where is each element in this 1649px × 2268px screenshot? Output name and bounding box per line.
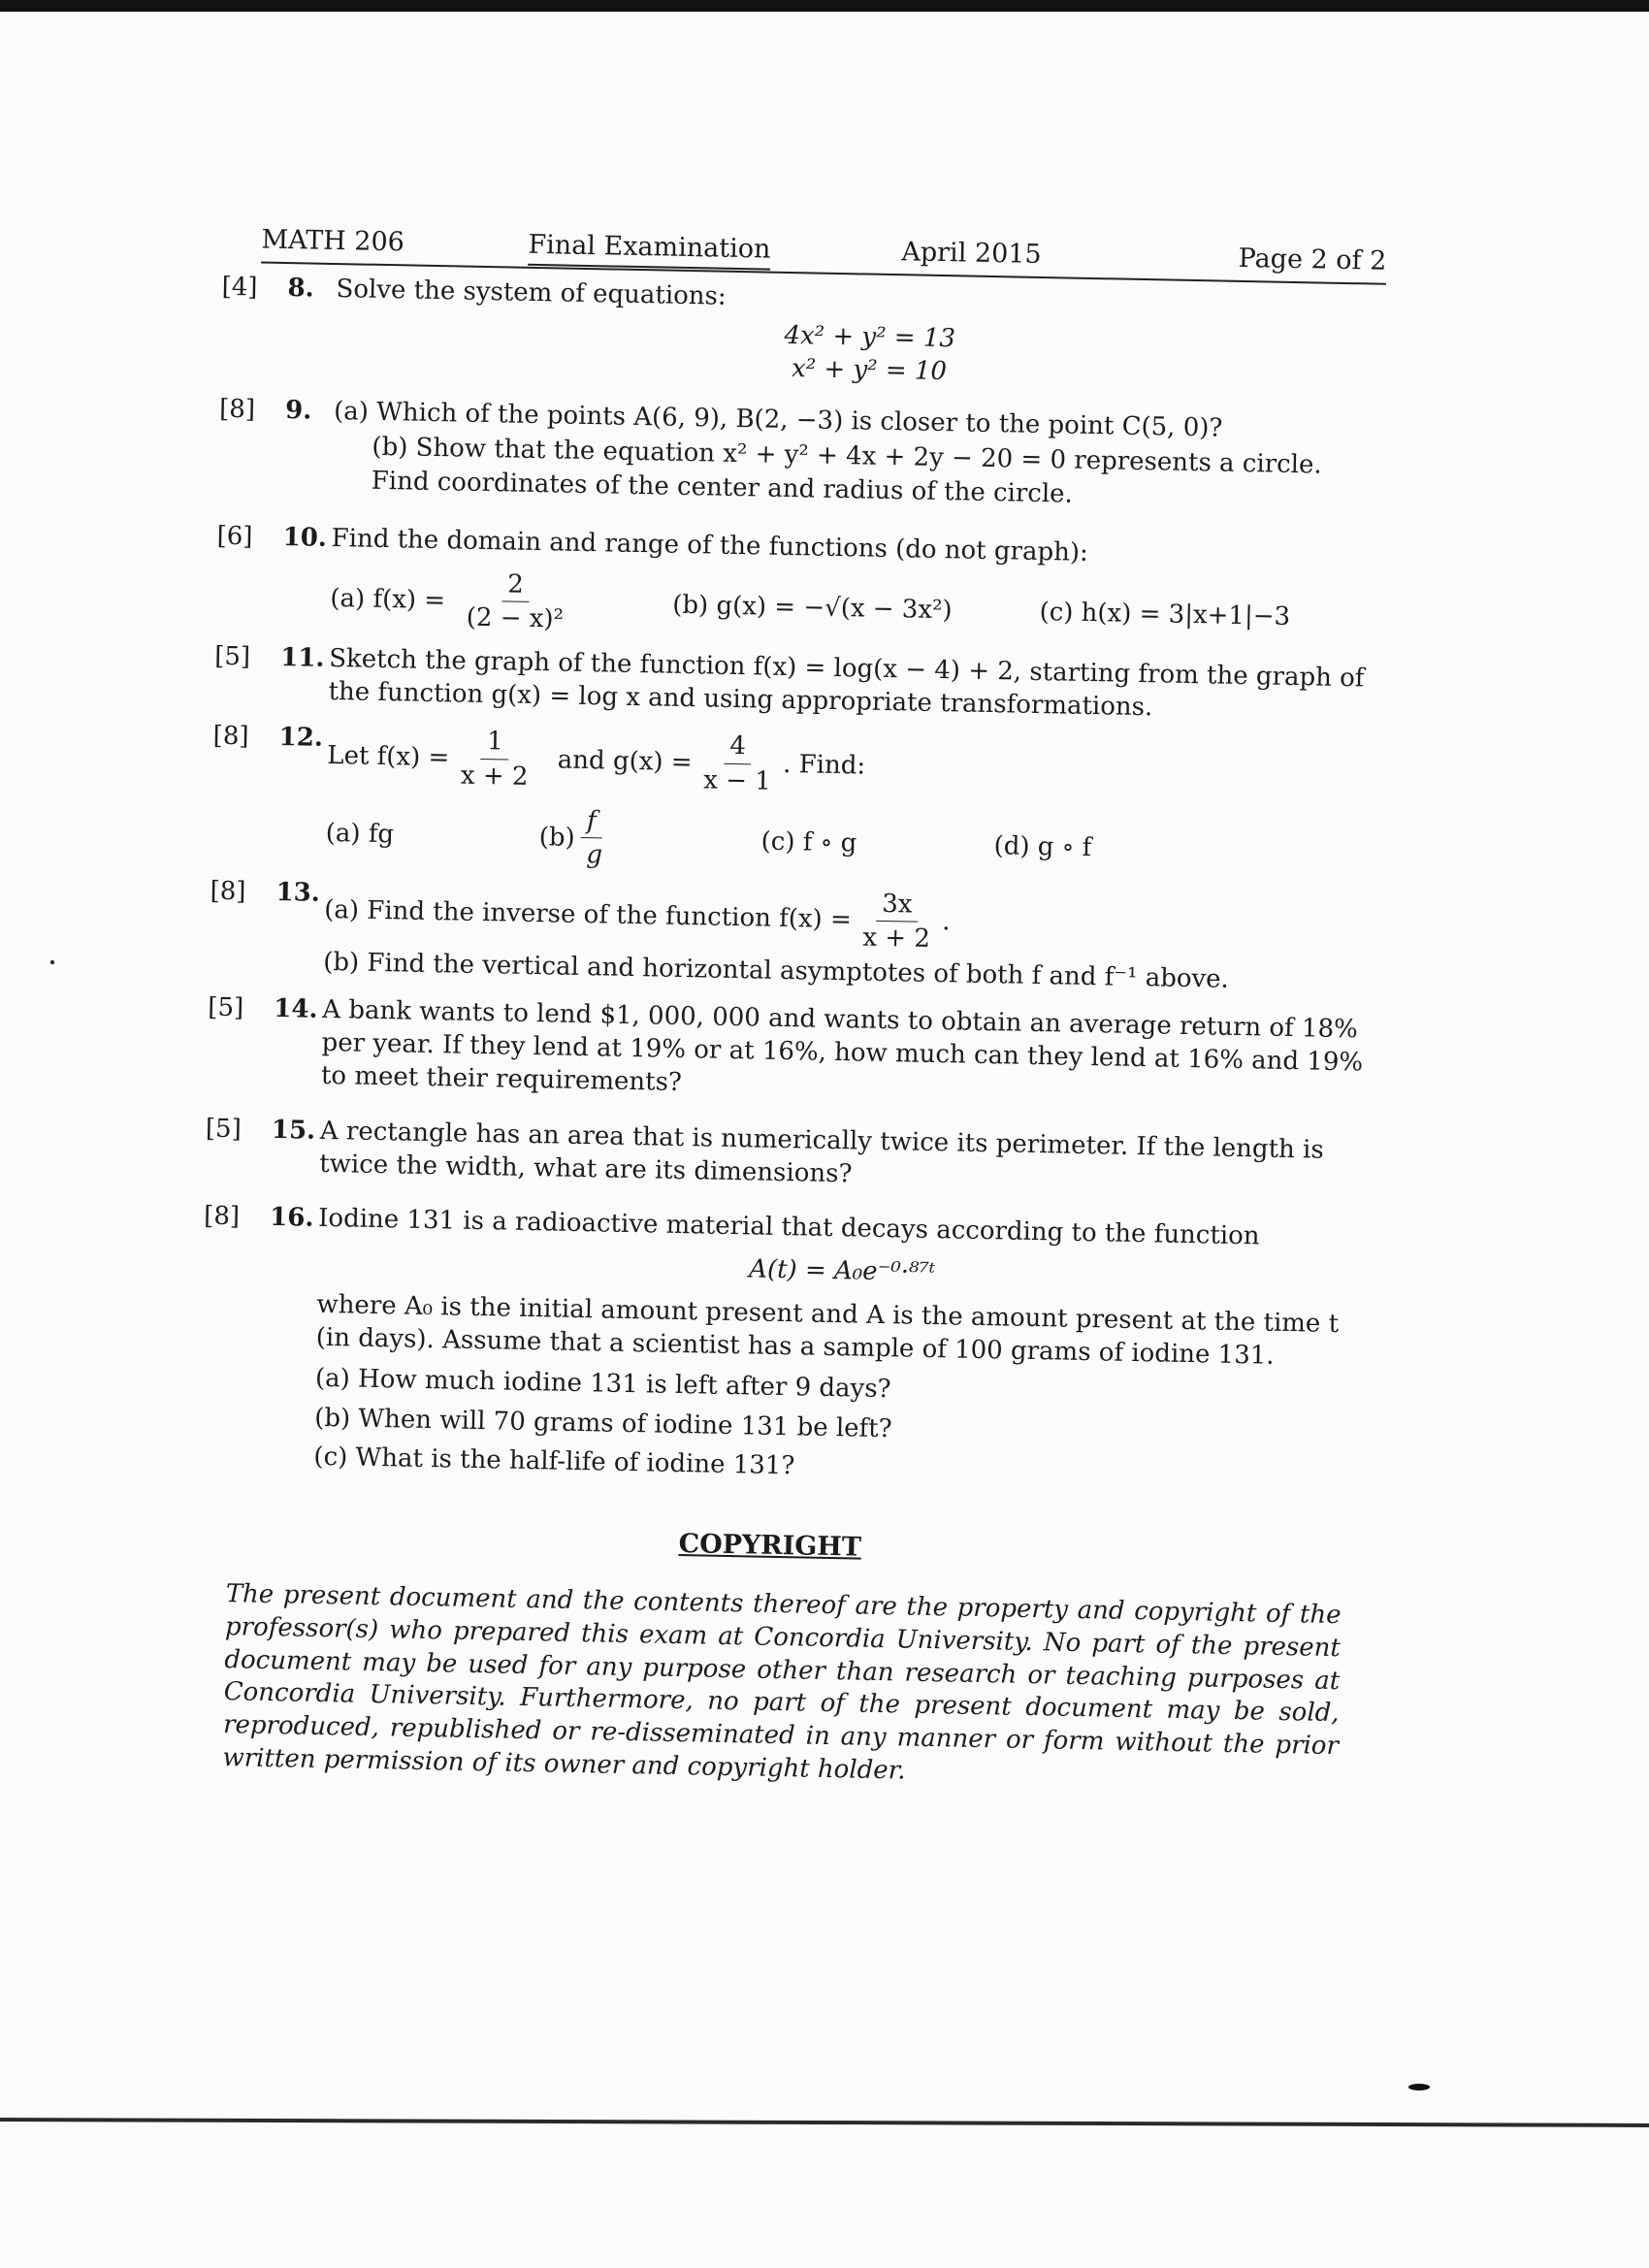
question-text: Find the domain and range of the functions (do not graph): [331,523,1089,567]
numerator: f [581,804,602,839]
equation-2: x² + y² = 10 [791,354,948,387]
question-marks: [5] [205,1114,242,1144]
question-text: A bank wants to lend $1, 000, 000 and wants to obtain an average return of 18% per year. If they lend at 19% or at 16%, how much can they lend at 16% and 19% to meet their requirements? [320,994,1364,1098]
question-number: 14. [274,993,318,1024]
fraction-g [697,729,778,798]
question-text: Iodine 131 is a radioactive material that decays according to the function [317,1204,1260,1251]
scan-speck [1408,2084,1430,2090]
and-text: and g(x) = [557,745,693,778]
exam-title: Final Examination [528,228,771,270]
question-9 [178,392,1403,517]
course-code: MATH 206 [261,224,405,258]
part-b: (b) When will 70 grams of iodine 131 be left? [313,1403,892,1443]
part-a-prefix: (a) f(x) = [330,583,446,616]
question-text: Sketch the graph of the function f(x) = log(x − 4) + 2, starting from the graph of the function g(x) = log x and using appropriate transformations. [328,643,1365,723]
part-b: (b) Show that the equation x² + y² + 4x + 2y − 20 = 0 represents a circle. Find coordinates of the center and radius of the circle. [371,432,1322,509]
question-number: 12. [278,723,324,754]
numerator: 1 [481,725,509,760]
numerator: 3x [876,887,919,922]
copyright-title: COPYRIGHT [678,1529,862,1563]
question-number: 10. [282,522,328,553]
question-15 [166,1111,1389,1201]
part-c: (c) f ∘ g [760,826,857,859]
part-b: (b) g(x) = −√(x − 3x²) [672,590,953,626]
question-13 [170,874,1394,1000]
question-11 [175,639,1398,729]
question-12 [172,719,1397,887]
question-10 [177,519,1401,653]
part-a: (a) How much iodine 131 is left after 9 days? [314,1364,891,1405]
part-c: (c) What is the half-life of iodine 131? [313,1442,795,1481]
question-text: A rectangle has an area that is numerically twice its perimeter. If the length is twice the width, what are its dimensions? [318,1116,1325,1189]
question-marks: [6] [216,521,253,552]
denominator: g [586,840,603,870]
question-14 [168,989,1392,1113]
let-text: Let f(x) = [327,740,450,773]
fraction [460,567,570,637]
question-number: 9. [284,395,312,426]
part-a: (a) fg [325,818,395,849]
question-16 [160,1199,1387,1494]
question-marks: [8] [203,1201,241,1232]
question-marks: [4] [221,272,258,303]
find-text: . Find: [782,750,866,781]
numerator: 4 [724,729,752,764]
part-a-end: . [941,907,951,937]
question-marks: [5] [213,641,251,672]
decay-formula: A(t) = A₀e⁻⁰·⁸⁷ᵗ [748,1254,936,1288]
equation-1: 4x² + y² = 13 [784,321,956,354]
question-number: 11. [279,642,325,673]
part-a: (a) Which of the points A(6, 9), B(2, −3) is closer to the point C(5, 0)? [333,396,1223,443]
denominator: x + 2 [862,923,931,954]
question-text: Solve the system of equations: [336,275,727,311]
scan-page-edge [0,2118,1649,2127]
question-number: 16. [269,1203,314,1233]
part-a-prefix: (a) Find the inverse of the function f(x) = [323,895,853,935]
denominator: x + 2 [460,761,529,792]
question-marks: [8] [210,876,246,907]
part-d: (d) g ∘ f [993,830,1092,862]
question-8 [181,270,1406,398]
denominator: x − 1 [702,765,772,796]
question-text-2: where A₀ is the initial amount present and A is the amount present at the time t (in days). Assume that a scientist has a sample of 100 grams of iodine 131. [315,1289,1340,1371]
page-number: Page 2 of 2 [1238,243,1387,276]
fraction [857,887,937,956]
denominator: (2 − x)² [466,603,565,635]
numerator: 2 [501,568,530,603]
question-number: 15. [271,1115,316,1146]
fraction-f [455,725,535,794]
question-marks: [5] [208,992,244,1022]
question-marks: [8] [212,722,249,752]
fraction-f-over-g [580,804,756,875]
part-b: (b) Find the vertical and horizontal asymptotes of both f and f⁻¹ above. [322,948,1230,995]
question-marks: [8] [218,394,256,425]
exam-date: April 2015 [901,237,1042,270]
scan-top-border [0,0,1649,12]
exam-page [154,215,1406,1798]
scan-speck [50,960,54,964]
part-b-prefix: (b) [538,822,575,853]
question-number: 8. [287,274,315,304]
question-number: 13. [275,877,321,908]
copyright-text: The present document and the contents thereof are the property and copyright of the professor(s) who prepared this exam at Concordia University. No part of the present document may be used for any purpose other than research or teaching purposes at Concordia University. Furthermore, no part of the present document may be sold, reproduced, republished or re-disseminated in any manner or form without the prior written permission of its owner and copyright holder. [222,1579,1342,1786]
part-c: (c) h(x) = 3|x+1|−3 [1039,597,1291,632]
